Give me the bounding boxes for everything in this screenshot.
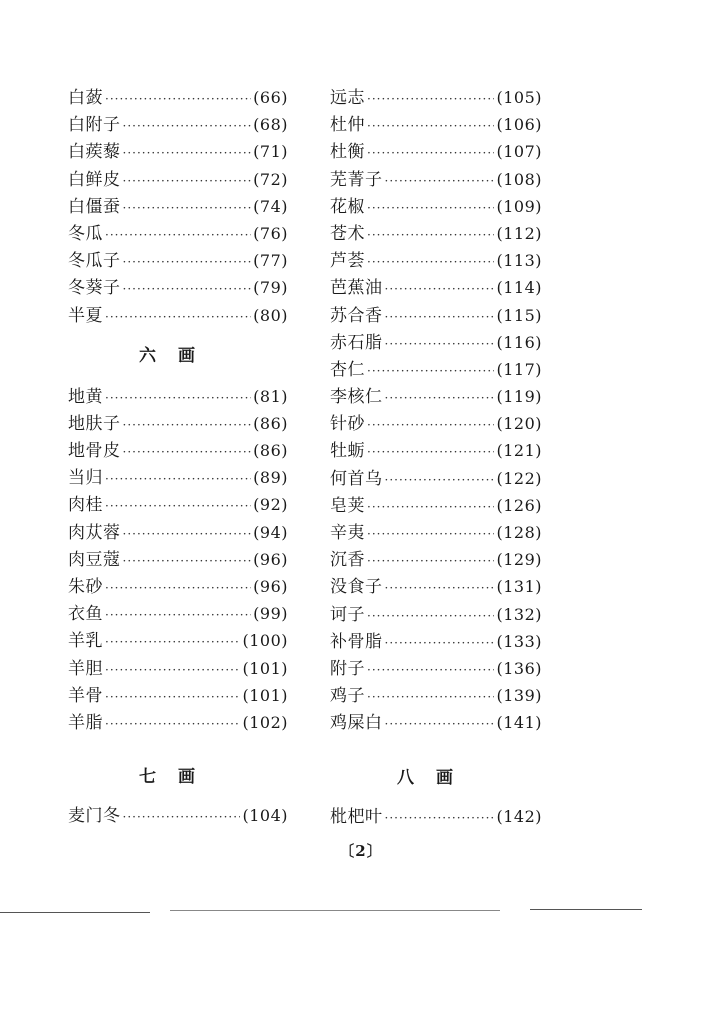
dot-leader <box>367 548 494 575</box>
dot-leader <box>367 113 494 140</box>
entry-name: 肉豆蔻 <box>68 549 121 570</box>
entry-page: (81) <box>253 386 288 406</box>
entry-name: 地黄 <box>68 386 103 407</box>
toc-right-column <box>330 84 542 830</box>
entry-page: (71) <box>253 142 288 162</box>
toc-entry <box>330 655 542 682</box>
entry-page: (136) <box>496 658 542 678</box>
dot-leader <box>367 86 494 113</box>
toc-entry <box>330 302 542 329</box>
entry-page: (116) <box>496 332 542 352</box>
dot-leader <box>367 195 494 222</box>
dot-leader <box>385 276 495 303</box>
entry-page: (102) <box>242 712 288 732</box>
entry-page: (126) <box>496 495 542 515</box>
dot-leader <box>367 412 494 439</box>
entry-name: 地肤子 <box>68 413 121 434</box>
entry-name: 李核仁 <box>330 387 383 408</box>
toc-entry <box>330 465 542 492</box>
entry-name: 衣鱼 <box>68 604 103 625</box>
dot-leader <box>367 494 494 521</box>
toc-entry <box>68 491 288 518</box>
entry-page: (101) <box>242 685 288 705</box>
toc-entry <box>330 193 542 220</box>
entry-page: (131) <box>496 577 542 597</box>
dot-leader <box>367 603 494 630</box>
entry-name: 皂荚 <box>330 495 365 516</box>
dot-leader <box>105 493 251 520</box>
entry-group-seven-strokes-cont <box>330 84 542 737</box>
entry-name: 半夏 <box>68 305 103 326</box>
dot-leader <box>123 276 252 303</box>
dot-leader <box>105 711 240 738</box>
scan-rule-right <box>530 909 642 910</box>
dot-leader <box>123 548 252 575</box>
dot-leader <box>123 113 252 140</box>
entry-page: (113) <box>496 251 542 271</box>
dot-leader <box>123 140 252 167</box>
entry-page: (109) <box>496 196 542 216</box>
entry-page: (76) <box>253 223 288 243</box>
dot-leader <box>385 467 495 494</box>
entry-page: (115) <box>496 305 542 325</box>
toc-entry <box>330 410 542 437</box>
toc-entry <box>68 302 288 329</box>
entry-page: (99) <box>253 604 288 624</box>
toc-entry <box>330 111 542 138</box>
toc-entry <box>68 247 288 274</box>
dot-leader <box>385 711 495 738</box>
dot-leader <box>367 249 494 276</box>
toc-entry <box>68 655 288 682</box>
dot-leader <box>105 629 240 656</box>
entry-name: 羊脂 <box>68 712 103 733</box>
toc-entry <box>330 546 542 573</box>
toc-left-column <box>68 84 288 829</box>
toc-entry <box>330 138 542 165</box>
toc-entry <box>330 709 542 736</box>
scan-rule-center <box>170 910 500 911</box>
dot-leader <box>105 684 240 711</box>
dot-leader <box>123 168 252 195</box>
dot-leader <box>105 575 251 602</box>
toc-entry <box>68 383 288 410</box>
entry-name: 针砂 <box>330 414 365 435</box>
entry-page: (122) <box>496 468 542 488</box>
entry-name: 白僵蚕 <box>68 196 121 217</box>
scan-rule-left <box>0 912 150 913</box>
entry-name: 辛夷 <box>330 523 365 543</box>
dot-leader <box>105 222 251 249</box>
entry-name: 芭蕉油 <box>330 278 383 299</box>
entry-name: 杏仁 <box>330 359 365 380</box>
entry-group-six-strokes <box>68 383 288 736</box>
entry-page: (132) <box>496 604 542 624</box>
entry-page: (101) <box>242 658 288 678</box>
entry-page: (96) <box>253 577 288 596</box>
dot-leader <box>123 521 252 548</box>
dot-leader <box>105 86 251 113</box>
heading-eight-strokes: 八画 <box>397 767 475 788</box>
heading-six-strokes: 六画 <box>139 345 217 366</box>
toc-entry <box>330 601 542 628</box>
toc-entry <box>68 138 288 165</box>
dot-leader <box>105 602 251 629</box>
toc-entry <box>330 383 542 410</box>
entry-page: (121) <box>496 441 542 461</box>
dot-leader <box>385 575 495 602</box>
entry-name: 白蒺藜 <box>68 142 121 163</box>
entry-page: (139) <box>496 686 542 706</box>
toc-entry <box>330 803 542 830</box>
toc-entry <box>330 628 542 655</box>
entry-name: 枇杷叶 <box>330 806 383 827</box>
entry-page: (100) <box>242 631 288 651</box>
entry-page: (80) <box>253 305 288 325</box>
dot-leader <box>367 684 494 711</box>
dot-leader <box>367 439 494 466</box>
entry-group-five-strokes <box>68 84 288 329</box>
entry-page: (106) <box>496 115 542 135</box>
entry-name: 白附子 <box>68 115 121 136</box>
entry-page: (108) <box>496 169 542 189</box>
dot-leader <box>123 439 252 466</box>
toc-entry <box>330 166 542 193</box>
entry-name: 苍术 <box>330 223 365 244</box>
dot-leader <box>123 195 252 222</box>
entry-name: 苏合香 <box>330 305 383 326</box>
dot-leader <box>385 805 495 832</box>
toc-entry <box>330 573 542 600</box>
entry-name: 白蔹 <box>68 88 103 108</box>
dot-leader <box>367 657 494 684</box>
toc-entry <box>68 600 288 627</box>
entry-page: (86) <box>253 441 288 461</box>
toc-entry <box>68 220 288 247</box>
entry-page: (96) <box>253 549 288 569</box>
entry-page: (68) <box>253 115 288 135</box>
entry-name: 冬葵子 <box>68 278 121 299</box>
dot-leader <box>105 385 251 412</box>
entry-name: 芦荟 <box>330 251 365 272</box>
entry-page: (92) <box>253 495 288 515</box>
dot-leader <box>385 168 495 195</box>
toc-entry <box>330 329 542 356</box>
entry-name: 诃子 <box>330 604 365 625</box>
entry-page: (141) <box>496 713 542 733</box>
heading-seven-strokes: 七画 <box>139 767 217 788</box>
toc-entry <box>330 84 542 111</box>
entry-page: (77) <box>253 251 288 271</box>
entry-page: (142) <box>496 806 542 826</box>
toc-entry <box>68 437 288 464</box>
entry-name: 冬瓜 <box>68 223 103 244</box>
entry-name: 羊胆 <box>68 658 103 679</box>
dot-leader <box>367 521 494 548</box>
dot-leader <box>105 466 251 493</box>
entry-name: 冬瓜子 <box>68 251 121 272</box>
entry-page: (120) <box>496 414 542 434</box>
entry-name: 羊骨 <box>68 685 103 706</box>
toc-entry <box>68 802 288 829</box>
entry-name: 附子 <box>330 658 365 679</box>
entry-page: (72) <box>253 169 288 189</box>
toc-entry <box>68 274 288 301</box>
toc-entry <box>68 709 288 736</box>
dot-leader <box>367 358 494 385</box>
dot-leader <box>105 304 251 331</box>
entry-name: 杜衡 <box>330 142 365 163</box>
entry-name: 远志 <box>330 88 365 108</box>
entry-name: 当归 <box>68 468 103 489</box>
toc-entry <box>330 682 542 709</box>
entry-page: (105) <box>496 88 542 107</box>
dot-leader <box>105 657 240 684</box>
toc-entry <box>68 111 288 138</box>
entry-page: (89) <box>253 468 288 488</box>
toc-entry <box>68 682 288 709</box>
toc-entry <box>68 546 288 573</box>
entry-name: 没食子 <box>330 577 383 598</box>
entry-name: 花椒 <box>330 196 365 217</box>
entry-name: 芜菁子 <box>330 169 383 190</box>
entry-name: 肉桂 <box>68 495 103 516</box>
entry-group-seven-strokes <box>68 802 288 829</box>
dot-leader <box>385 304 495 331</box>
toc-entry <box>68 410 288 437</box>
toc-entry <box>68 627 288 654</box>
page-number: 〔2〕 <box>339 842 383 860</box>
toc-entry <box>68 573 288 600</box>
dot-leader <box>123 804 241 831</box>
toc-entry <box>330 519 542 546</box>
entry-name: 鸡子 <box>330 686 365 707</box>
dot-leader <box>385 331 495 358</box>
dot-leader <box>123 412 252 439</box>
entry-page: (128) <box>496 523 542 542</box>
toc-entry <box>330 247 542 274</box>
entry-page: (107) <box>496 142 542 162</box>
entry-page: (94) <box>253 522 288 542</box>
toc-entry <box>68 519 288 546</box>
entry-name: 白鲜皮 <box>68 169 121 190</box>
entry-name: 杜仲 <box>330 115 365 136</box>
toc-entry <box>330 220 542 247</box>
entry-name: 羊乳 <box>68 631 103 652</box>
toc-entry <box>330 437 542 464</box>
toc-entry <box>68 464 288 491</box>
entry-name: 赤石脂 <box>330 332 383 353</box>
entry-page: (117) <box>496 359 542 379</box>
entry-page: (114) <box>496 278 542 298</box>
entry-name: 牡蛎 <box>330 441 365 462</box>
dot-leader <box>385 630 495 657</box>
toc-entry <box>68 193 288 220</box>
toc-entry <box>330 492 542 519</box>
entry-page: (66) <box>253 88 288 107</box>
entry-page: (79) <box>253 278 288 298</box>
entry-name: 朱砂 <box>68 577 103 597</box>
dot-leader <box>367 140 494 167</box>
entry-name: 麦门冬 <box>68 806 121 827</box>
dot-leader <box>367 222 494 249</box>
entry-page: (86) <box>253 413 288 433</box>
toc-entry <box>68 84 288 111</box>
dot-leader <box>123 249 252 276</box>
toc-entry <box>330 274 542 301</box>
toc-entry <box>330 356 542 383</box>
entry-page: (74) <box>253 196 288 216</box>
entry-group-eight-strokes <box>330 803 542 830</box>
entry-name: 何首乌 <box>330 468 383 489</box>
entry-page: (104) <box>242 806 288 826</box>
entry-page: (112) <box>496 223 542 243</box>
entry-name: 沉香 <box>330 550 365 571</box>
entry-page: (129) <box>496 550 542 570</box>
toc-entry <box>68 166 288 193</box>
entry-page: (133) <box>496 631 542 651</box>
entry-page: (119) <box>496 387 542 407</box>
dot-leader <box>385 385 495 412</box>
entry-name: 补骨脂 <box>330 631 383 652</box>
entry-name: 肉苁蓉 <box>68 522 121 543</box>
entry-name: 鸡屎白 <box>330 713 383 734</box>
entry-name: 地骨皮 <box>68 441 121 462</box>
